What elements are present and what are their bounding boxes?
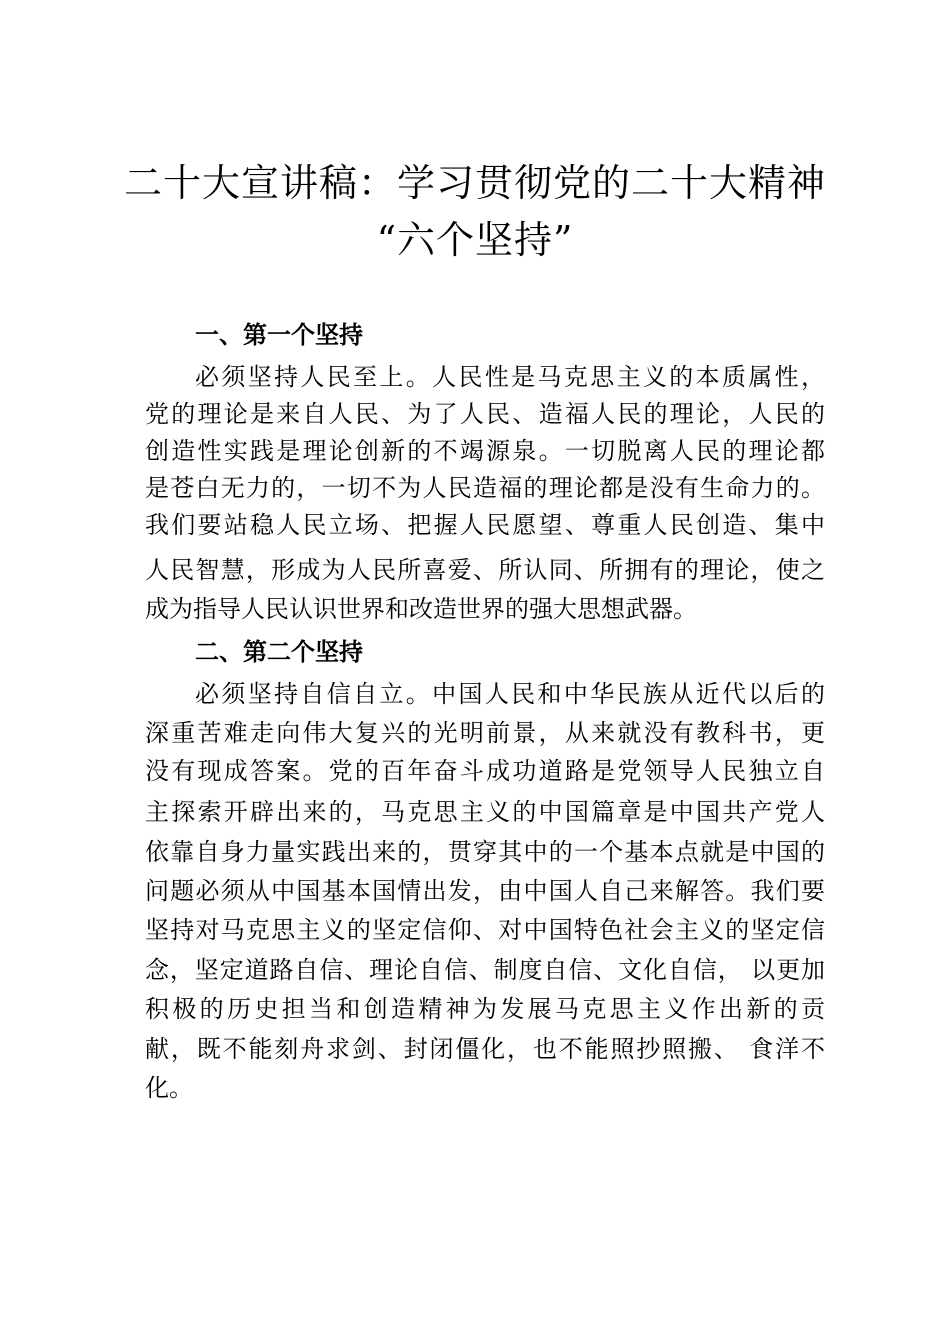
paragraph-line: 没有现成答案。党的百年奋斗成功道路是党领导人民独立自 — [145, 757, 825, 785]
paragraph-line: 成为指导人民认识世界和改造世界的强大思想武器。 — [145, 595, 697, 623]
paragraph-line: 念，坚定道路自信、理论自信、制度自信、文化自信， 以更加 — [145, 956, 825, 984]
paragraph-line: 是苍白无力的，一切不为人民造福的理论都是没有生命力的。 — [145, 474, 825, 502]
paragraph-line: 依靠自身力量实践出来的，贯穿其中的一个基本点就是中国的 — [145, 838, 825, 866]
paragraph-line: 我们要站稳人民立场、把握人民愿望、尊重人民创造、集中 — [145, 511, 825, 539]
paragraph-line: 化。 — [145, 1074, 193, 1102]
section-heading-1: 一、第一个坚持 — [195, 321, 363, 349]
document-title-line-1: 二十大宣讲稿：学习贯彻党的二十大精神 — [123, 161, 826, 205]
paragraph-line: 必须坚持自信自立。中国人民和中华民族从近代以后的 — [195, 680, 825, 708]
document-title-line-2: “六个坚持” — [376, 218, 574, 262]
paragraph-line: 深重苦难走向伟大复兴的光明前景，从来就没有教科书，更 — [145, 719, 825, 747]
paragraph-line: 积极的历史担当和创造精神为发展马克思主义作出新的贡 — [145, 995, 825, 1023]
paragraph-line: 人民智慧，形成为人民所喜爱、所认同、所拥有的理论，使之 — [145, 556, 825, 584]
paragraph-line: 创造性实践是理论创新的不竭源泉。一切脱离人民的理论都 — [145, 437, 825, 465]
paragraph-line: 必须坚持人民至上。人民性是马克思主义的本质属性， — [195, 363, 825, 391]
paragraph-line: 献，既不能刻舟求剑、封闭僵化，也不能照抄照搬、 食洋不 — [145, 1035, 825, 1063]
paragraph-line: 党的理论是来自人民、为了人民、造福人民的理论，人民的 — [145, 400, 825, 428]
paragraph-line: 主探索开辟出来的，马克思主义的中国篇章是中国共产党人 — [145, 798, 825, 826]
paragraph-line: 坚持对马克思主义的坚定信仰、对中国特色社会主义的坚定信 — [145, 916, 825, 944]
paragraph-line: 问题必须从中国基本国情出发，由中国人自己来解答。我们要 — [145, 877, 825, 905]
section-heading-2: 二、第二个坚持 — [195, 638, 363, 666]
